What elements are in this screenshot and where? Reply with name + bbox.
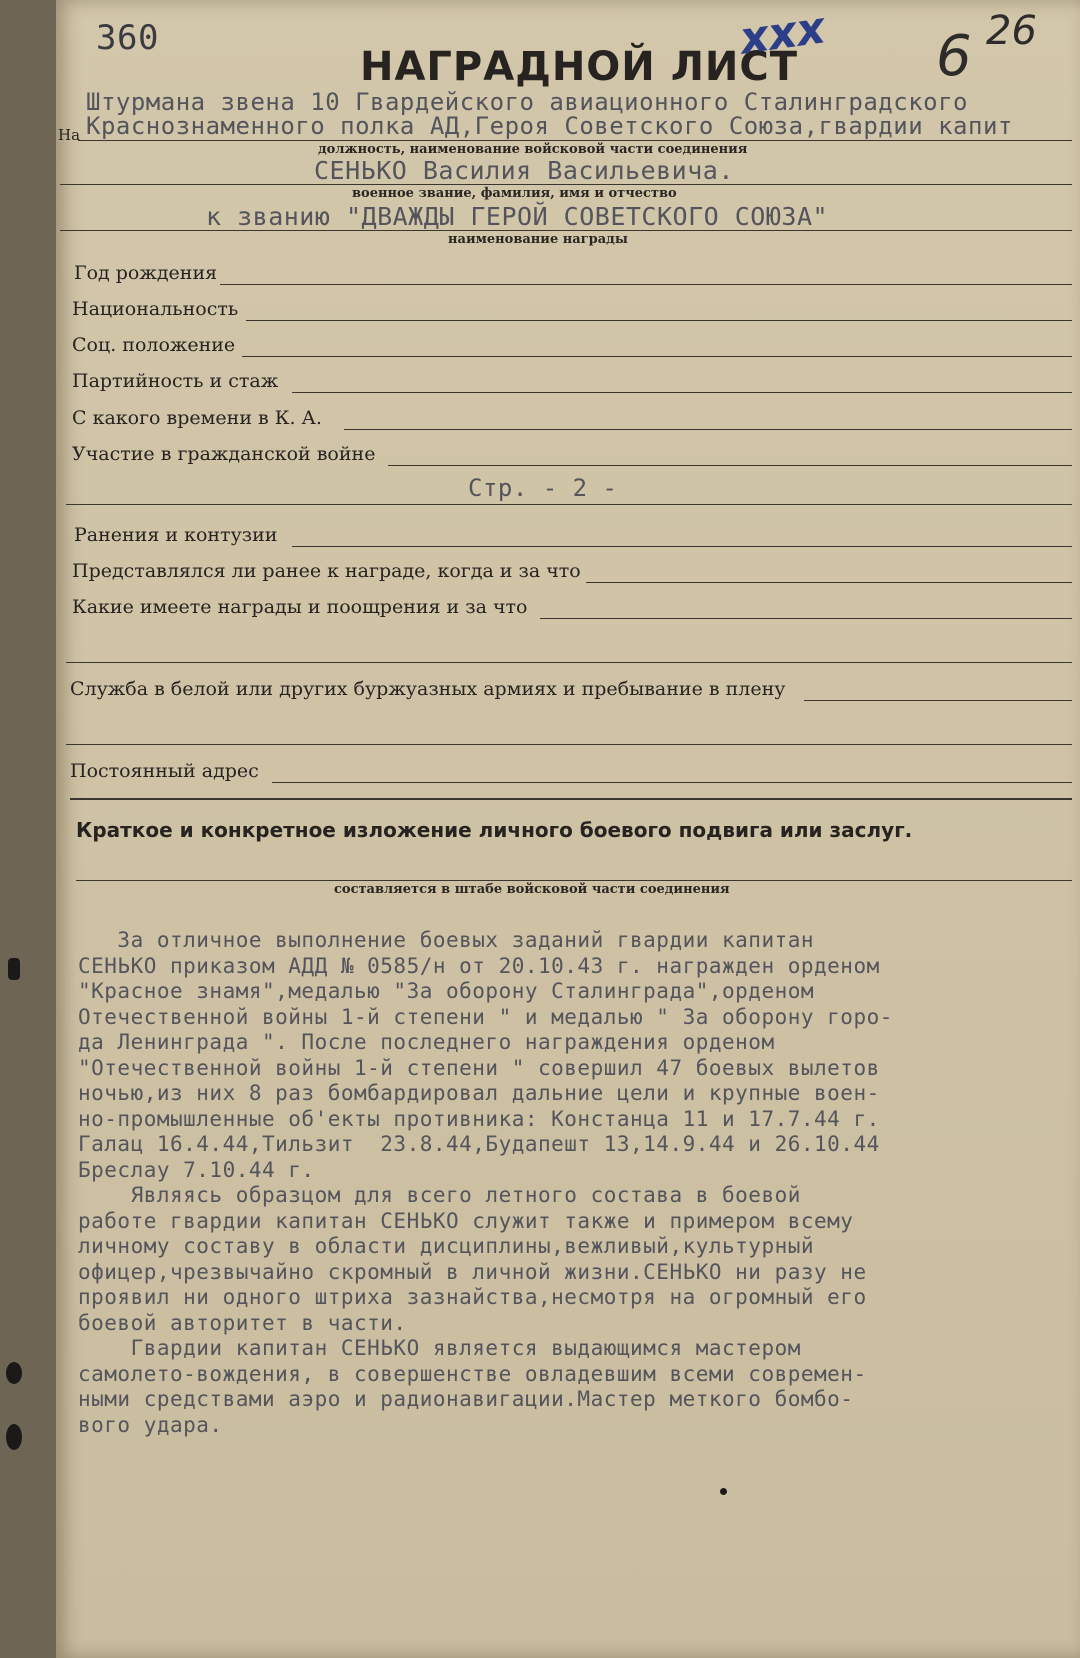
field-nationality-line [246, 320, 1072, 321]
field-current-awards-line [540, 618, 1072, 619]
field-wounds-line [292, 546, 1072, 547]
field-white-army-line [804, 700, 1072, 701]
position-caption: должность, наименование войсковой части соединения [318, 142, 748, 157]
field-birth-year-label: Год рождения [74, 262, 218, 284]
document-number: 360 [96, 18, 159, 58]
field-social-status-label: Соц. положение [72, 334, 236, 356]
award-line: к званию "ДВАЖДЫ ГЕРОЙ СОВЕТСКОГО СОЮЗА" [206, 202, 829, 231]
handwritten-number-a: 26 [986, 8, 1037, 54]
name-caption: военное звание, фамилия, имя и отчество [352, 186, 677, 201]
feat-line: да Ленинграда ". После последнего награждения орденом [78, 1030, 775, 1054]
award-underline [60, 230, 1072, 231]
feat-line: проявил ни одного штриха зазнайства,несмотря на огромный его [78, 1285, 867, 1309]
feat-line: СЕНЬКО приказом АДД № 0585/н от 20.10.43 г. награжден орденом [78, 953, 880, 978]
field-blank-line-1 [66, 504, 1072, 505]
name-underline [60, 184, 1072, 185]
field-current-awards-label: Какие имеете награды и поощрения и за что [72, 596, 528, 618]
feat-heading: Краткое и конкретное изложение личного боевого подвига или заслуг. [76, 818, 913, 842]
feat-line: Являясь образцом для всего летного состава в боевой [78, 1183, 801, 1207]
feat-line: Бреслау 7.10.44 г. [78, 1157, 315, 1182]
handwritten-signature: ххх [736, 2, 829, 65]
feat-line: офицер,чрезвычайно скромный в личной жизни.СЕНЬКО ни разу не [78, 1259, 867, 1284]
feat-line: За отличное выполнение боевых заданий гвардии капитан [78, 928, 815, 952]
feat-line: "Отечественной войны 1-й степени " совершил 47 боевых вылетов [78, 1055, 880, 1080]
position-line-1: Штурмана звена 10 Гвардейского авиационного Сталинградского [86, 88, 969, 116]
award-caption: наименование награды [448, 232, 628, 247]
field-army-since-line [344, 429, 1072, 430]
feat-line: ночью,из них 8 раз бомбардировал дальние цели и крупные воен- [78, 1081, 880, 1105]
feat-caption: составляется в штабе войсковой части соединения [334, 882, 730, 897]
feat-line: "Красное знамя",медалью "За оборону Сталинграда",орденом [78, 979, 815, 1003]
feat-body [78, 928, 893, 1438]
paper-spot [720, 1488, 727, 1495]
feat-line: работе гвардии капитан СЕНЬКО служит также и примером всему [78, 1208, 854, 1233]
na-prefix: На [58, 126, 81, 144]
page-reference: Стр. - 2 - [468, 474, 618, 502]
punch-mark-1 [8, 958, 20, 980]
field-previous-awards-label: Представлялся ли ранее к награде, когда и за что [72, 560, 581, 582]
field-wounds-label: Ранения и контузии [74, 524, 278, 546]
feat-line: вого удара. [78, 1412, 223, 1437]
field-army-since-label: С какого времени в К. А. [72, 407, 322, 429]
feat-line: но-промышленные об'екты противника: Констанца 11 и 17.7.44 г. [78, 1106, 880, 1131]
field-blank-line-3 [66, 744, 1072, 745]
feat-heading-underline [76, 880, 1072, 881]
feat-line: Галац 16.4.44,Тильзит 23.8.44,Будапешт 13,14.9.44 и 26.10.44 [78, 1132, 880, 1156]
field-party-label: Партийность и стаж [72, 370, 279, 392]
field-nationality-label: Национальность [72, 298, 239, 320]
name-line: СЕНЬКО Василия Васильевича. [314, 156, 734, 185]
field-party-line [292, 392, 1072, 393]
feat-line: боевой авторитет в части. [78, 1310, 407, 1335]
position-underline [78, 140, 1072, 141]
position-line-2: Краснознаменного полка АД,Героя Советского Союза,гвардии капит [86, 112, 1013, 140]
feat-line: Отечественной войны 1-й степени " и медалью " За оборону горо- [78, 1004, 893, 1029]
field-civil-war-line [388, 465, 1072, 466]
feat-line: личному составу в области дисциплины,вежливый,культурный [78, 1234, 815, 1258]
section-divider [70, 798, 1072, 800]
document-title: НАГРАДНОЙ ЛИСТ [360, 44, 799, 90]
punch-mark-2 [6, 1362, 22, 1384]
field-social-status-line [242, 356, 1072, 357]
field-address-label: Постоянный адрес [70, 760, 259, 782]
feat-line: самолето-вождения, в совершенстве овладевшим всеми современ- [78, 1361, 867, 1386]
handwritten-number-b: 6 [936, 24, 972, 89]
field-civil-war-label: Участие в гражданской войне [72, 443, 376, 465]
feat-line: ными средствами аэро и радионавигации.Мастер меткого бомбо- [78, 1387, 854, 1411]
feat-line: Гвардии капитан СЕНЬКО является выдающимся мастером [78, 1336, 801, 1360]
field-white-army-label: Служба в белой или других буржуазных армиях и пребывание в плену [70, 678, 786, 700]
award-sheet [56, 0, 1080, 1658]
field-blank-line-2 [66, 662, 1072, 663]
field-previous-awards-line [586, 582, 1072, 583]
field-birth-year-line [220, 284, 1072, 285]
punch-mark-3 [6, 1424, 22, 1450]
field-address-line [272, 782, 1072, 783]
